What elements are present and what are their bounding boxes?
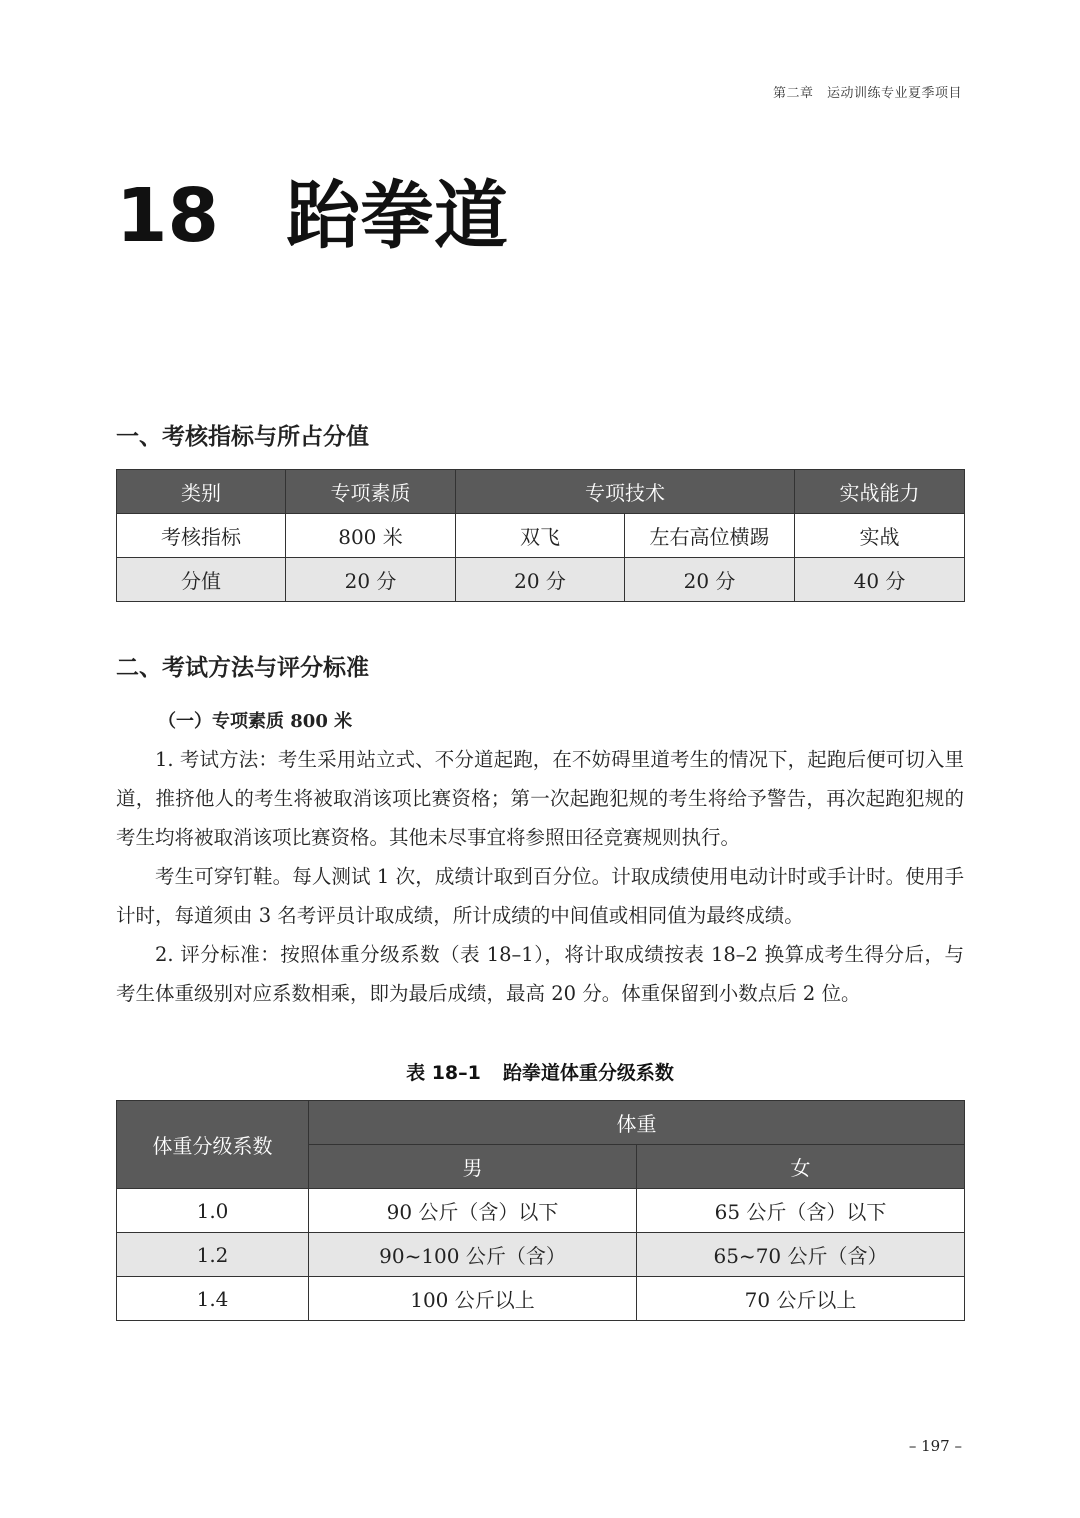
score-cell: 20 分 xyxy=(286,558,456,602)
header-male: 男 xyxy=(309,1145,637,1189)
header-fitness: 专项素质 xyxy=(286,470,456,514)
indicator-cell: 实战 xyxy=(795,514,965,558)
header-combat: 实战能力 xyxy=(795,470,965,514)
score-cell: 20 分 xyxy=(456,558,625,602)
score-cell: 40 分 xyxy=(795,558,965,602)
header-technique: 专项技术 xyxy=(456,470,795,514)
male-weight-cell: 100 公斤以上 xyxy=(309,1277,637,1321)
paragraph-scoring: 2. 评分标准：按照体重分级系数（表 18–1），将计取成绩按表 18–2 换算成考生得分后，与考生体重级别对应系数相乘，即为最后成绩，最高 20 分。体重保留到小数点后 2 位。 xyxy=(116,943,964,1005)
table-row xyxy=(117,1233,965,1277)
coefficient-cell: 1.0 xyxy=(117,1189,309,1233)
running-head: 第二章 运动训练专业夏季项目 xyxy=(772,86,962,101)
paragraph-method: 1. 考试方法：考生采用站立式、不分道起跑，在不妨碍里道考生的情况下，起跑后便可切入里道，推挤他人的考生将被取消该项比赛资格；第一次起跑犯规的考生将给予警告，再次起跑犯规的考生均将被取消该项比赛资格。其他未尽事宜将参照田径竞赛规则执行。 xyxy=(116,748,964,849)
chapter-name: 跆拳道 xyxy=(286,173,508,259)
chapter-title xyxy=(116,168,508,264)
table-row xyxy=(117,1189,965,1233)
paragraph-timing: 考生可穿钉鞋。每人测试 1 次，成绩计取到百分位。计取成绩使用电动计时或手计时。使用手计时，每道须由 3 名考评员计取成绩，所计成绩的中间值或相同值为最终成绩。 xyxy=(116,865,964,927)
assessment-header-row xyxy=(117,470,965,514)
weight-class-table xyxy=(116,1100,965,1321)
female-weight-cell: 70 公斤以上 xyxy=(637,1277,965,1321)
section1-heading: 一、考核指标与所占分值 xyxy=(116,423,369,450)
score-label: 分值 xyxy=(117,558,286,602)
male-weight-cell: 90~100 公斤（含） xyxy=(309,1233,637,1277)
page-number: – 197 – xyxy=(908,1437,962,1455)
chapter-number: 18 xyxy=(116,173,219,259)
indicator-cell: 800 米 xyxy=(286,514,456,558)
header-category: 类别 xyxy=(117,470,286,514)
weight-header-row xyxy=(117,1101,965,1145)
female-weight-cell: 65 公斤（含）以下 xyxy=(637,1189,965,1233)
indicator-cell: 双飞 xyxy=(456,514,625,558)
coefficient-cell: 1.4 xyxy=(117,1277,309,1321)
indicator-cell: 左右高位横踢 xyxy=(625,514,795,558)
subsection-heading: （一）专项素质 800 米 xyxy=(158,711,353,732)
coefficient-cell: 1.2 xyxy=(117,1233,309,1277)
section2-heading: 二、考试方法与评分标准 xyxy=(116,654,369,681)
table-row xyxy=(117,1277,965,1321)
score-cell: 20 分 xyxy=(625,558,795,602)
header-coefficient: 体重分级系数 xyxy=(117,1101,309,1189)
indicator-label: 考核指标 xyxy=(117,514,286,558)
header-weight: 体重 xyxy=(309,1101,965,1145)
table-caption xyxy=(116,1058,964,1085)
assessment-score-row xyxy=(117,558,965,602)
table-caption-title: 跆拳道体重分级系数 xyxy=(502,1062,674,1084)
male-weight-cell: 90 公斤（含）以下 xyxy=(309,1189,637,1233)
header-female: 女 xyxy=(637,1145,965,1189)
assessment-indicator-row xyxy=(117,514,965,558)
female-weight-cell: 65~70 公斤（含） xyxy=(637,1233,965,1277)
assessment-table xyxy=(116,469,965,602)
table-caption-number: 表 18–1 xyxy=(406,1062,481,1084)
